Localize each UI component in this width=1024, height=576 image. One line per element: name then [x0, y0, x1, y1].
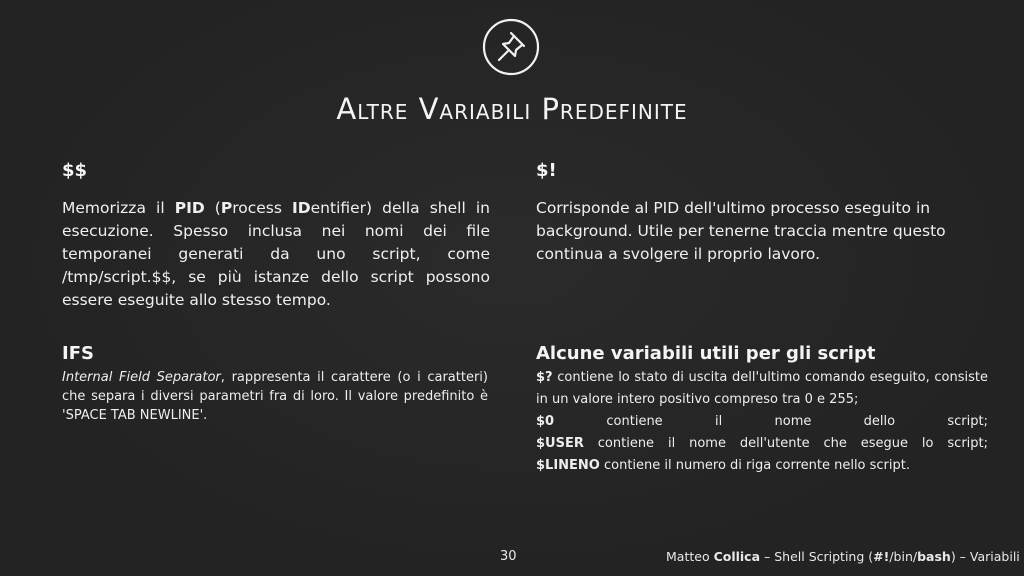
heading-pid-self: $$: [62, 160, 88, 181]
var-lineno-item: $LINENO contiene il numero di riga corrente nello script.: [536, 458, 910, 473]
heading-useful-vars: Alcune variabili utili per gli script: [536, 343, 876, 364]
heading-ifs: IFS: [62, 343, 94, 364]
footer-credit: Matteo Collica – Shell Scripting (#!/bin/bash) – Variabili: [666, 549, 1020, 564]
useful-vars-list: [536, 367, 988, 477]
text-pid-last: Corrisponde al PID dell'ultimo processo eseguito in background. Utile per tenerne traccia mentre questo continua a svolgere il proprio lavoro.: [536, 199, 946, 263]
var-status-item: $? contiene lo stato di uscita dell'ultimo comando eseguito, consiste in un valore intero positivo compreso tra 0 e 255;: [536, 370, 988, 407]
var-zero-item: $0 contiene il nome dello script;: [536, 414, 988, 429]
text-ifs: Internal Field Separator, rappresenta il carattere (o i caratteri) che separa i diversi parametri fra di loro. Il valore predefinito è 'SPACE TAB NEWLINE'.: [62, 370, 488, 423]
pushpin-icon: [480, 16, 542, 78]
page-title: Altre Variabili Predefinite: [336, 92, 688, 126]
heading-pid-last: $!: [536, 160, 557, 181]
text-pid-self: Memorizza il PID (Process IDentifier) della shell in esecuzione. Spesso inclusa nei nomi dei file temporanei generati da uno script, come /tmp/script.$$, se più istanze dello script possono essere eseguite allo stesso tempo.: [62, 199, 490, 309]
var-user-item: $USER contiene il nome dell'utente che esegue lo script;: [536, 436, 988, 451]
page-number: 30: [500, 549, 517, 564]
